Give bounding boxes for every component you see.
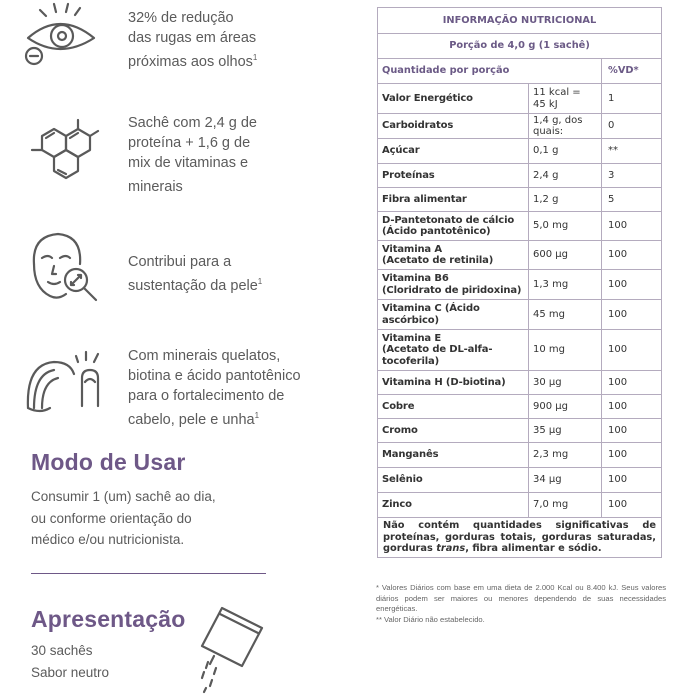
nutrition-row	[378, 443, 662, 468]
nutrient-amount: 1,4 g, dos quais:	[529, 114, 602, 139]
nutrient-vd: 100	[602, 371, 662, 395]
nutrition-row	[378, 139, 662, 164]
nutrient-name: Zinco	[378, 493, 529, 518]
benefit-wrinkle-reduction: 32% de redução das rugas em áreas próximas aos olhos$^1$	[128, 10, 258, 70]
nutrient-amount: 45 mg	[529, 300, 602, 330]
nutrient-name: Vitamina B6 (Cloridrato de piridoxina)	[378, 270, 529, 300]
nutrition-row	[378, 419, 662, 443]
footnote-not-established: ** Valor Diário não estabelecido.	[376, 614, 485, 624]
benefit-protein-mix: Sachê com 2,4 g de proteína + 1,6 g de mix de vitaminas e minerais	[128, 115, 257, 195]
nutrition-row	[378, 493, 662, 518]
footer-text-end: , fibra alimentar e sódio.	[465, 543, 602, 554]
nutrient-vd: 100	[602, 443, 662, 468]
benefit-hair-skin-nails: Com minerais quelatos, biotina e ácido pantotênico para o fortalecimento de cabelo, pele e unha$^1$	[128, 348, 301, 428]
benefit-skin-support: Contribui para a sustentação da pele$^1$	[128, 254, 263, 294]
nutrition-row	[378, 371, 662, 395]
nutrition-title: INFORMAÇÃO NUTRICIONAL	[378, 8, 662, 34]
nutrient-name: Vitamina E (Acetato de DL-alfa- tocoferila)	[378, 330, 529, 371]
nutrient-amount: 10 mg	[529, 330, 602, 371]
presentation-text: 30 sachês Sabor neutro	[31, 643, 110, 680]
hair-nail-icon	[20, 344, 104, 424]
nutrition-row	[378, 395, 662, 419]
nutrient-name: Vitamina C (Ácido ascórbico)	[378, 300, 529, 330]
footnote-daily-values: * Valores Diários com base em uma dieta de 2.000 Kcal ou 8.400 kJ. Seus valores diários podem ser maiores ou menores dependendo de suas necessidades energéticas.	[376, 583, 666, 614]
nutrient-name: Vitamina A (Acetato de retinila)	[378, 241, 529, 270]
nutrient-name: D-Pantetonato de cálcio (Ácido pantotênico)	[378, 212, 529, 241]
nutrition-row	[378, 241, 662, 270]
presentation-title: Apresentação	[31, 606, 186, 632]
nutrient-amount: 2,4 g	[529, 164, 602, 188]
nutrient-vd: 100	[602, 212, 662, 241]
nutrition-column-header-row	[378, 59, 662, 84]
nutrition-table	[377, 7, 662, 558]
nutrition-footer-row	[378, 518, 662, 558]
nutrient-amount: 1,2 g	[529, 188, 602, 212]
nutrient-name: Cromo	[378, 419, 529, 443]
eye-minus-icon	[20, 2, 100, 72]
nutrient-name: Proteínas	[378, 164, 529, 188]
hexagon-molecule-icon	[22, 114, 104, 188]
section-divider	[31, 573, 266, 574]
nutrient-amount: 11 kcal = 45 kJ	[529, 84, 602, 114]
nutrition-title-row	[378, 8, 662, 34]
nutrition-row	[378, 212, 662, 241]
nutrition-row	[378, 188, 662, 212]
usage-text: Consumir 1 (um) sachê ao dia, ou conforme orientação do médico e/ou nutricionista.	[31, 489, 216, 547]
quantity-column-header: Quantidade por porção	[378, 59, 602, 84]
nutrient-amount: 0,1 g	[529, 139, 602, 164]
nutrition-row	[378, 164, 662, 188]
nutrition-footer-note	[378, 518, 662, 558]
nutrition-row	[378, 468, 662, 493]
nutrient-amount: 1,3 mg	[529, 270, 602, 300]
usage-title: Modo de Usar	[31, 449, 186, 475]
nutrient-amount: 30 µg	[529, 371, 602, 395]
nutrition-row	[378, 84, 662, 114]
nutrient-vd: 100	[602, 300, 662, 330]
nutrient-amount: 5,0 mg	[529, 212, 602, 241]
nutrient-amount: 2,3 mg	[529, 443, 602, 468]
nutrient-name: Cobre	[378, 395, 529, 419]
nutrient-vd: 100	[602, 419, 662, 443]
face-magnifier-icon	[20, 228, 104, 308]
nutrient-vd: 100	[602, 493, 662, 518]
nutrient-vd: 100	[602, 270, 662, 300]
nutrient-vd: 0	[602, 114, 662, 139]
nutrition-portion-row	[378, 34, 662, 59]
nutrition-footnotes	[376, 583, 666, 625]
nutrition-row	[378, 300, 662, 330]
nutrition-row	[378, 330, 662, 371]
footer-text-italic: trans	[436, 543, 466, 554]
nutrient-amount: 7,0 mg	[529, 493, 602, 518]
nutrient-vd: 3	[602, 164, 662, 188]
nutrient-amount: 35 µg	[529, 419, 602, 443]
nutrition-row	[378, 114, 662, 139]
nutrient-amount: 900 µg	[529, 395, 602, 419]
nutrient-name: Manganês	[378, 443, 529, 468]
nutrient-name: Açúcar	[378, 139, 529, 164]
nutrition-row	[378, 270, 662, 300]
nutrient-name: Vitamina H (D-biotina)	[378, 371, 529, 395]
nutrient-vd: 1	[602, 84, 662, 114]
nutrient-name: Selênio	[378, 468, 529, 493]
vd-column-header: %VD*	[602, 59, 662, 84]
nutrient-name: Carboidratos	[378, 114, 529, 139]
nutrient-vd: 5	[602, 188, 662, 212]
nutrient-vd: 100	[602, 395, 662, 419]
nutrient-name: Valor Energético	[378, 84, 529, 114]
nutrient-vd: **	[602, 139, 662, 164]
footer-text-start: Não contém quantidades significativas de proteínas, gorduras totais, gorduras saturadas, gorduras	[383, 520, 656, 554]
nutrition-portion: Porção de 4,0 g (1 sachê)	[378, 34, 662, 59]
nutrient-vd: 100	[602, 330, 662, 371]
nutrient-vd: 100	[602, 241, 662, 270]
nutrient-name: Fibra alimentar	[378, 188, 529, 212]
nutrient-amount: 34 µg	[529, 468, 602, 493]
sachet-icon	[192, 604, 272, 694]
nutrient-amount: 600 µg	[529, 241, 602, 270]
nutrient-vd: 100	[602, 468, 662, 493]
